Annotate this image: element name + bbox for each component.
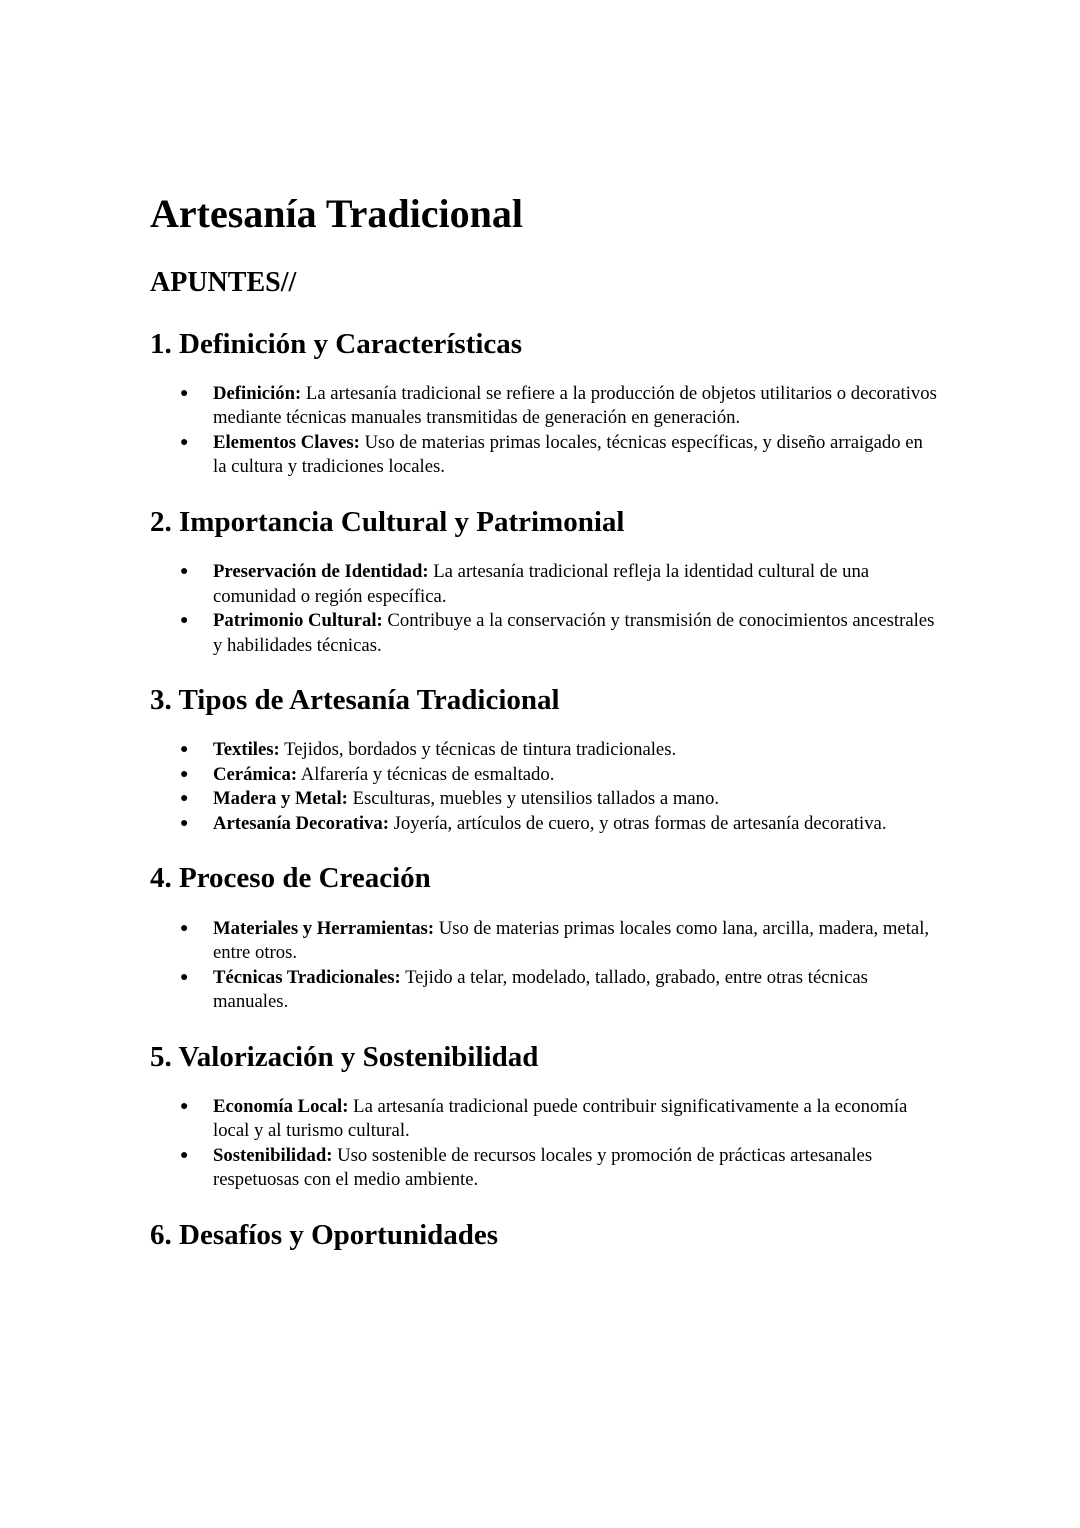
list-item-text: La artesanía tradicional puede contribuir significativamente a la economía local y al turismo cultural. xyxy=(213,1095,908,1142)
list-item-text: Uso de materias primas locales como lana, arcilla, madera, metal, entre otros. xyxy=(213,917,930,964)
bullet-icon: ● xyxy=(180,969,189,985)
list-item-text: Tejidos, bordados y técnicas de tintura tradicionales. xyxy=(279,739,677,761)
section-heading: 2. Importancia Cultural y Patrimonial xyxy=(150,505,625,538)
list-item xyxy=(180,787,940,812)
list-item-text: Uso de materias primas locales, técnicas específicas, y diseño arraigado en la cultura y tradiciones locales. xyxy=(213,431,923,478)
document-title: Artesanía Tradicional xyxy=(150,191,523,236)
list-item xyxy=(180,966,940,1015)
list-item xyxy=(180,1095,940,1144)
list-item-term: Patrimonio Cultural: xyxy=(213,610,383,632)
section-heading: 3. Tipos de Artesanía Tradicional xyxy=(150,684,560,717)
bullet-icon: ● xyxy=(180,791,189,807)
list-item-term: Elementos Claves: xyxy=(213,431,360,453)
list-item xyxy=(180,382,940,431)
section-heading: 1. Definición y Características xyxy=(150,327,523,360)
bullet-icon: ● xyxy=(180,766,189,782)
list-item-term: Economía Local: xyxy=(213,1095,349,1117)
bullet-list xyxy=(150,382,940,480)
document-page xyxy=(150,190,940,1273)
sections-container xyxy=(150,326,940,1254)
list-item-text: Tejido a telar, modelado, tallado, grabado, entre otras técnicas manuales. xyxy=(213,966,868,1013)
list-item-term: Preservación de Identidad: xyxy=(213,561,429,583)
bullet-icon: ● xyxy=(180,1147,189,1163)
section-heading: 4. Proceso de Creación xyxy=(150,862,431,895)
list-item xyxy=(180,812,940,837)
bullet-list xyxy=(150,917,940,1015)
list-item xyxy=(180,917,940,966)
section-3 xyxy=(150,682,940,836)
list-item-text: Alfarería y técnicas de esmaltado. xyxy=(297,763,555,785)
list-item-term: Técnicas Tradicionales: xyxy=(213,966,401,988)
list-item xyxy=(180,738,940,763)
list-item xyxy=(180,1144,940,1193)
list-item-term: Artesanía Decorativa: xyxy=(213,812,389,834)
bullet-icon: ● xyxy=(180,920,189,936)
bullet-icon: ● xyxy=(180,742,189,758)
bullet-icon: ● xyxy=(180,815,189,831)
section-1 xyxy=(150,326,940,480)
bullet-list xyxy=(150,738,940,836)
section-2 xyxy=(150,504,940,658)
list-item-text: Joyería, artículos de cuero, y otras formas de artesanía decorativa. xyxy=(388,812,887,834)
bullet-list xyxy=(150,560,940,658)
list-item-text: Esculturas, muebles y utensilios tallados a mano. xyxy=(347,788,720,810)
list-item-term: Definición: xyxy=(213,382,302,404)
list-item-term: Cerámica: xyxy=(213,763,298,785)
bullet-icon: ● xyxy=(180,564,189,580)
bullet-icon: ● xyxy=(180,613,189,629)
bullet-icon: ● xyxy=(180,1098,189,1114)
list-item-text: La artesanía tradicional se refiere a la producción de objetos utilitarios o decorativos mediante técnicas manuales transmitidas de generación en generación. xyxy=(213,382,937,429)
section-6 xyxy=(150,1217,940,1253)
list-item xyxy=(180,609,940,658)
list-item-term: Textiles: xyxy=(213,739,280,761)
list-item xyxy=(180,763,940,788)
bullet-icon: ● xyxy=(180,385,189,401)
list-item-text: La artesanía tradicional refleja la identidad cultural de una comunidad o región específica. xyxy=(213,561,870,607)
list-item-text: Uso sostenible de recursos locales y promoción de prácticas artesanales respetuosas con el medio ambiente. xyxy=(213,1144,873,1191)
list-item xyxy=(180,431,940,480)
section-heading: 5. Valorización y Sostenibilidad xyxy=(150,1040,539,1073)
list-item-term: Materiales y Herramientas: xyxy=(213,917,435,939)
section-heading: 6. Desafíos y Oportunidades xyxy=(150,1218,499,1251)
document-subtitle: APUNTES// xyxy=(150,267,297,298)
bullet-list xyxy=(150,1095,940,1193)
section-4 xyxy=(150,860,940,1014)
section-5 xyxy=(150,1039,940,1193)
list-item-term: Sostenibilidad: xyxy=(213,1144,333,1166)
list-item xyxy=(180,560,940,609)
bullet-icon: ● xyxy=(180,434,189,450)
list-item-term: Madera y Metal: xyxy=(213,788,348,810)
list-item-text: Contribuye a la conservación y transmisión de conocimientos ancestrales y habilidades técnicas. xyxy=(213,610,935,656)
